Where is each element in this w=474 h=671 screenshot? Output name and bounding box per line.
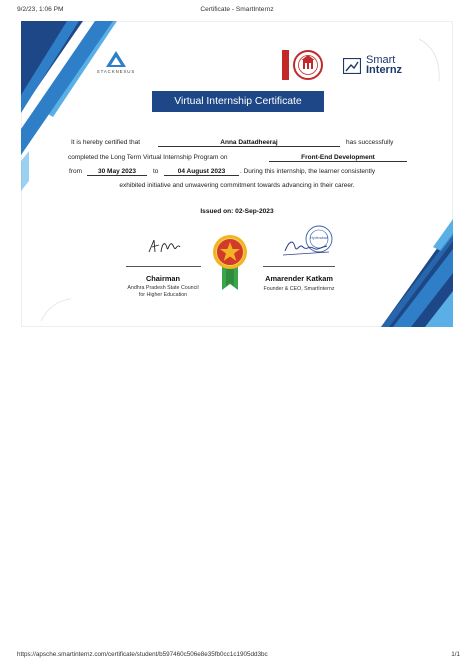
- chairman-signature-icon: [145, 236, 183, 258]
- stamp-city: Hyderabad: [310, 236, 328, 240]
- print-page-number: 1/1: [451, 651, 460, 658]
- smartinternz-logo: [343, 54, 423, 78]
- apsche-emblem-icon: [282, 49, 326, 81]
- from-label: from: [69, 168, 82, 175]
- to-label: to: [153, 168, 159, 175]
- end-date: 04 August 2023: [164, 167, 239, 176]
- chairman-org-line-1: Andhra Pradesh State Council: [127, 285, 199, 291]
- chairman-role: Chairman: [145, 274, 181, 283]
- line3-suffix: . During this internship, the learner consistently: [240, 168, 376, 175]
- smart-word: Smart: [366, 54, 396, 66]
- line1-suffix: has successfully: [346, 139, 394, 146]
- print-page-title: Certificate - SmartInternz: [200, 6, 274, 13]
- chairman-org-line-2: for Higher Education: [138, 292, 188, 298]
- ceo-signature-line: [263, 266, 335, 267]
- certificate-line-2: [21, 153, 453, 163]
- stacknexus-triangle-icon: [106, 51, 126, 67]
- start-date: 30 May 2023: [87, 167, 147, 176]
- program-name: Front-End Development: [269, 153, 407, 162]
- smartinternz-mark-icon: [343, 58, 361, 74]
- certificate-line-1: [21, 138, 453, 148]
- certificate: [21, 21, 453, 327]
- certificate-title: Virtual Internship Certificate: [152, 91, 324, 112]
- stacknexus-wordmark: STACKNEXUS: [96, 69, 136, 74]
- internz-word: Internz: [366, 64, 403, 76]
- certificate-line-4: exhibited initiative and unwavering commitment towards advancing in their career.: [119, 182, 355, 189]
- print-footer: [0, 651, 474, 663]
- line2-prefix: completed the Long Term Virtual Internship Program on: [68, 154, 228, 161]
- certificate-line-3: [21, 167, 453, 177]
- ceo-name: Amarender Katkam: [265, 274, 333, 283]
- stacknexus-logo: [91, 51, 141, 81]
- issued-date: Issued on: 02-Sep-2023: [200, 208, 274, 215]
- line1-prefix: It is hereby certified that: [71, 139, 141, 146]
- print-header: [0, 6, 474, 18]
- print-url: https://apsche.smartinternz.com/certificate/student/b597460c506e8e35fb0cc1c1905dd3bc: [17, 651, 268, 658]
- apsche-logo: [282, 49, 326, 81]
- chairman-signature-line: [126, 266, 201, 267]
- ceo-title: Founder & CEO, SmartInternz: [263, 286, 335, 292]
- print-datetime: 9/2/23, 1:06 PM: [17, 6, 64, 13]
- recipient-name: Anna Dattadheeraj: [158, 138, 340, 147]
- ceo-signature-stamp-icon: [279, 221, 335, 265]
